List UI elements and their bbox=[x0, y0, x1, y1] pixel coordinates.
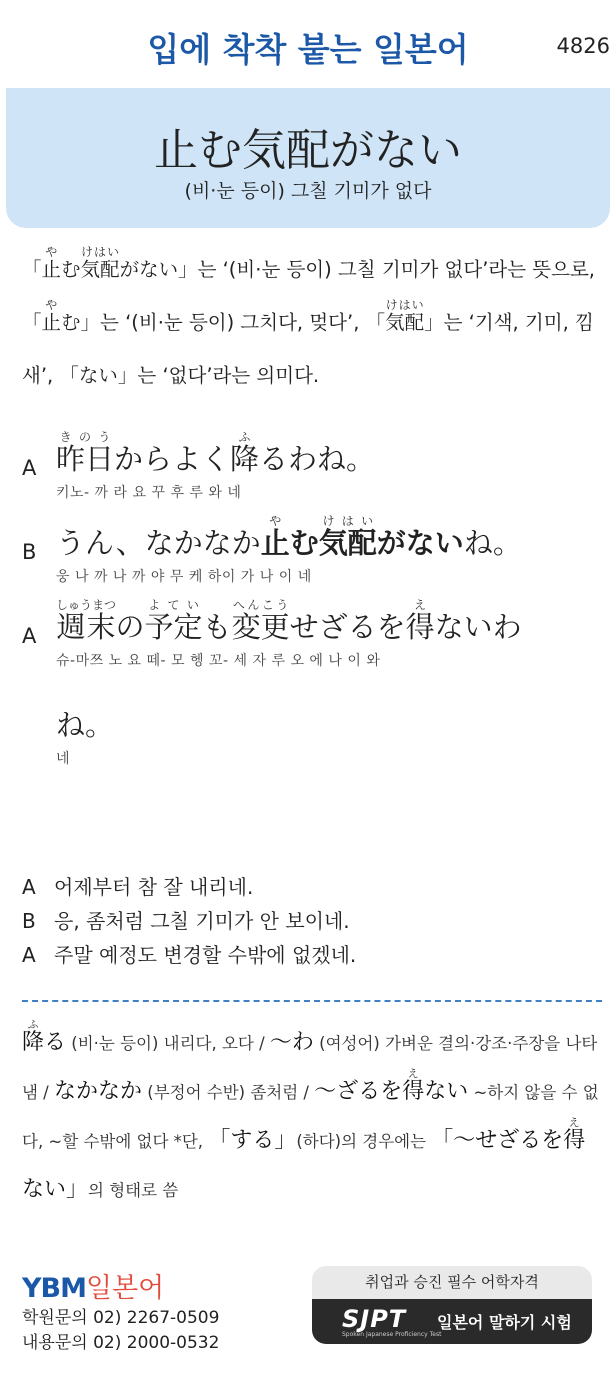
sjpt-logo-subtitle: Spoken Japanese Proficiency Test bbox=[342, 1331, 442, 1338]
contact-info bbox=[22, 1306, 219, 1356]
ad-tagline: 취업과 승진 필수 어학자격 bbox=[365, 1273, 539, 1291]
phrase-meaning: (비·눈 등이) 그칠 기미가 없다 bbox=[184, 180, 432, 202]
speaker-label: A bbox=[22, 456, 37, 480]
explanation: 「止やむ気配けはいがない」는 ‘(비·눈 등이) 그칠 기미가 없다’라는 뜻으로, 「止やむ」는 ‘(비·눈 등이) 그치다, 멎다’, 「気配けはい」는 ‘기색, 기미, 낌새’, 「ない」는 ‘없다’라는 의미다. bbox=[22, 245, 595, 387]
korean-reading-continued: 네 bbox=[56, 751, 71, 767]
korean-reading: 슈-마쯔 노 요 떼- 모 헹 꼬- 세 자 루 오 에 나 이 와 bbox=[56, 653, 381, 669]
phrase-heading: 止む気配がない bbox=[154, 125, 462, 176]
japanese-sentence: 週末しゅうまつの予定よていも変更へんこうせざるを得えないわ bbox=[56, 598, 522, 644]
speaker-label: A bbox=[22, 875, 36, 899]
dialog-line-2 bbox=[22, 514, 612, 586]
dialog-line-3 bbox=[22, 598, 612, 768]
content-contact: 내용문의 02) 2000-0532 bbox=[22, 1333, 220, 1353]
japanese-sentence-continued: ね。 bbox=[56, 708, 115, 742]
japanese-sentence: うん、なかなか止やむ気配けはいがないね。 bbox=[56, 514, 522, 560]
translation-row: B 응, 좀처럼 그칠 기미가 안 보이네. bbox=[22, 904, 612, 938]
sjpt-test-name: 일본어 말하기 시험 bbox=[437, 1313, 572, 1332]
vocabulary-notes: 降ふる (비·눈 등이) 내리다, 오다 / 〜わ (여성어) 가벼운 결의·강조·주장을 나타냄 / なかなか (부정어 수반) 좀처럼 / 〜ざるを得えない ~하지 않을 수 없다, ~할 수밖에 없다 *단, 「する」(하다)의 경우에는 「〜せざるを得えない」의 형태로 씀 bbox=[22, 1018, 599, 1202]
speaker-label: A bbox=[22, 624, 37, 648]
sjpt-ad bbox=[312, 1266, 592, 1344]
dashed-divider bbox=[22, 1000, 602, 1002]
dialog bbox=[22, 430, 612, 780]
translation-row: A 주말 예정도 변경할 수밖에 없겠네. bbox=[22, 938, 612, 972]
series-title: 입에 착착 붙는 일본어 bbox=[147, 30, 469, 69]
translation-row: A 어제부터 참 잘 내리네. bbox=[22, 870, 612, 904]
translations bbox=[22, 870, 612, 972]
speaker-label: A bbox=[22, 943, 36, 967]
korean-reading: 키노- 까 라 요 꾸 후 루 와 네 bbox=[56, 485, 242, 501]
dialog-line-1 bbox=[22, 430, 612, 502]
speaker-label: B bbox=[22, 909, 36, 933]
issue-number: 4826 bbox=[556, 34, 610, 58]
korean-reading: 웅 나 까 나 까 야 무 케 하이 가 나 이 네 bbox=[56, 569, 312, 585]
ybm-logo: YBM일본어 bbox=[22, 1273, 165, 1304]
sjpt-logo: SJPT bbox=[342, 1305, 407, 1333]
academy-contact: 학원문의 02) 2267-0509 bbox=[22, 1308, 220, 1328]
speaker-label: B bbox=[22, 540, 37, 564]
japanese-sentence: 昨日きのうからよく降ふるわね。 bbox=[56, 430, 376, 476]
